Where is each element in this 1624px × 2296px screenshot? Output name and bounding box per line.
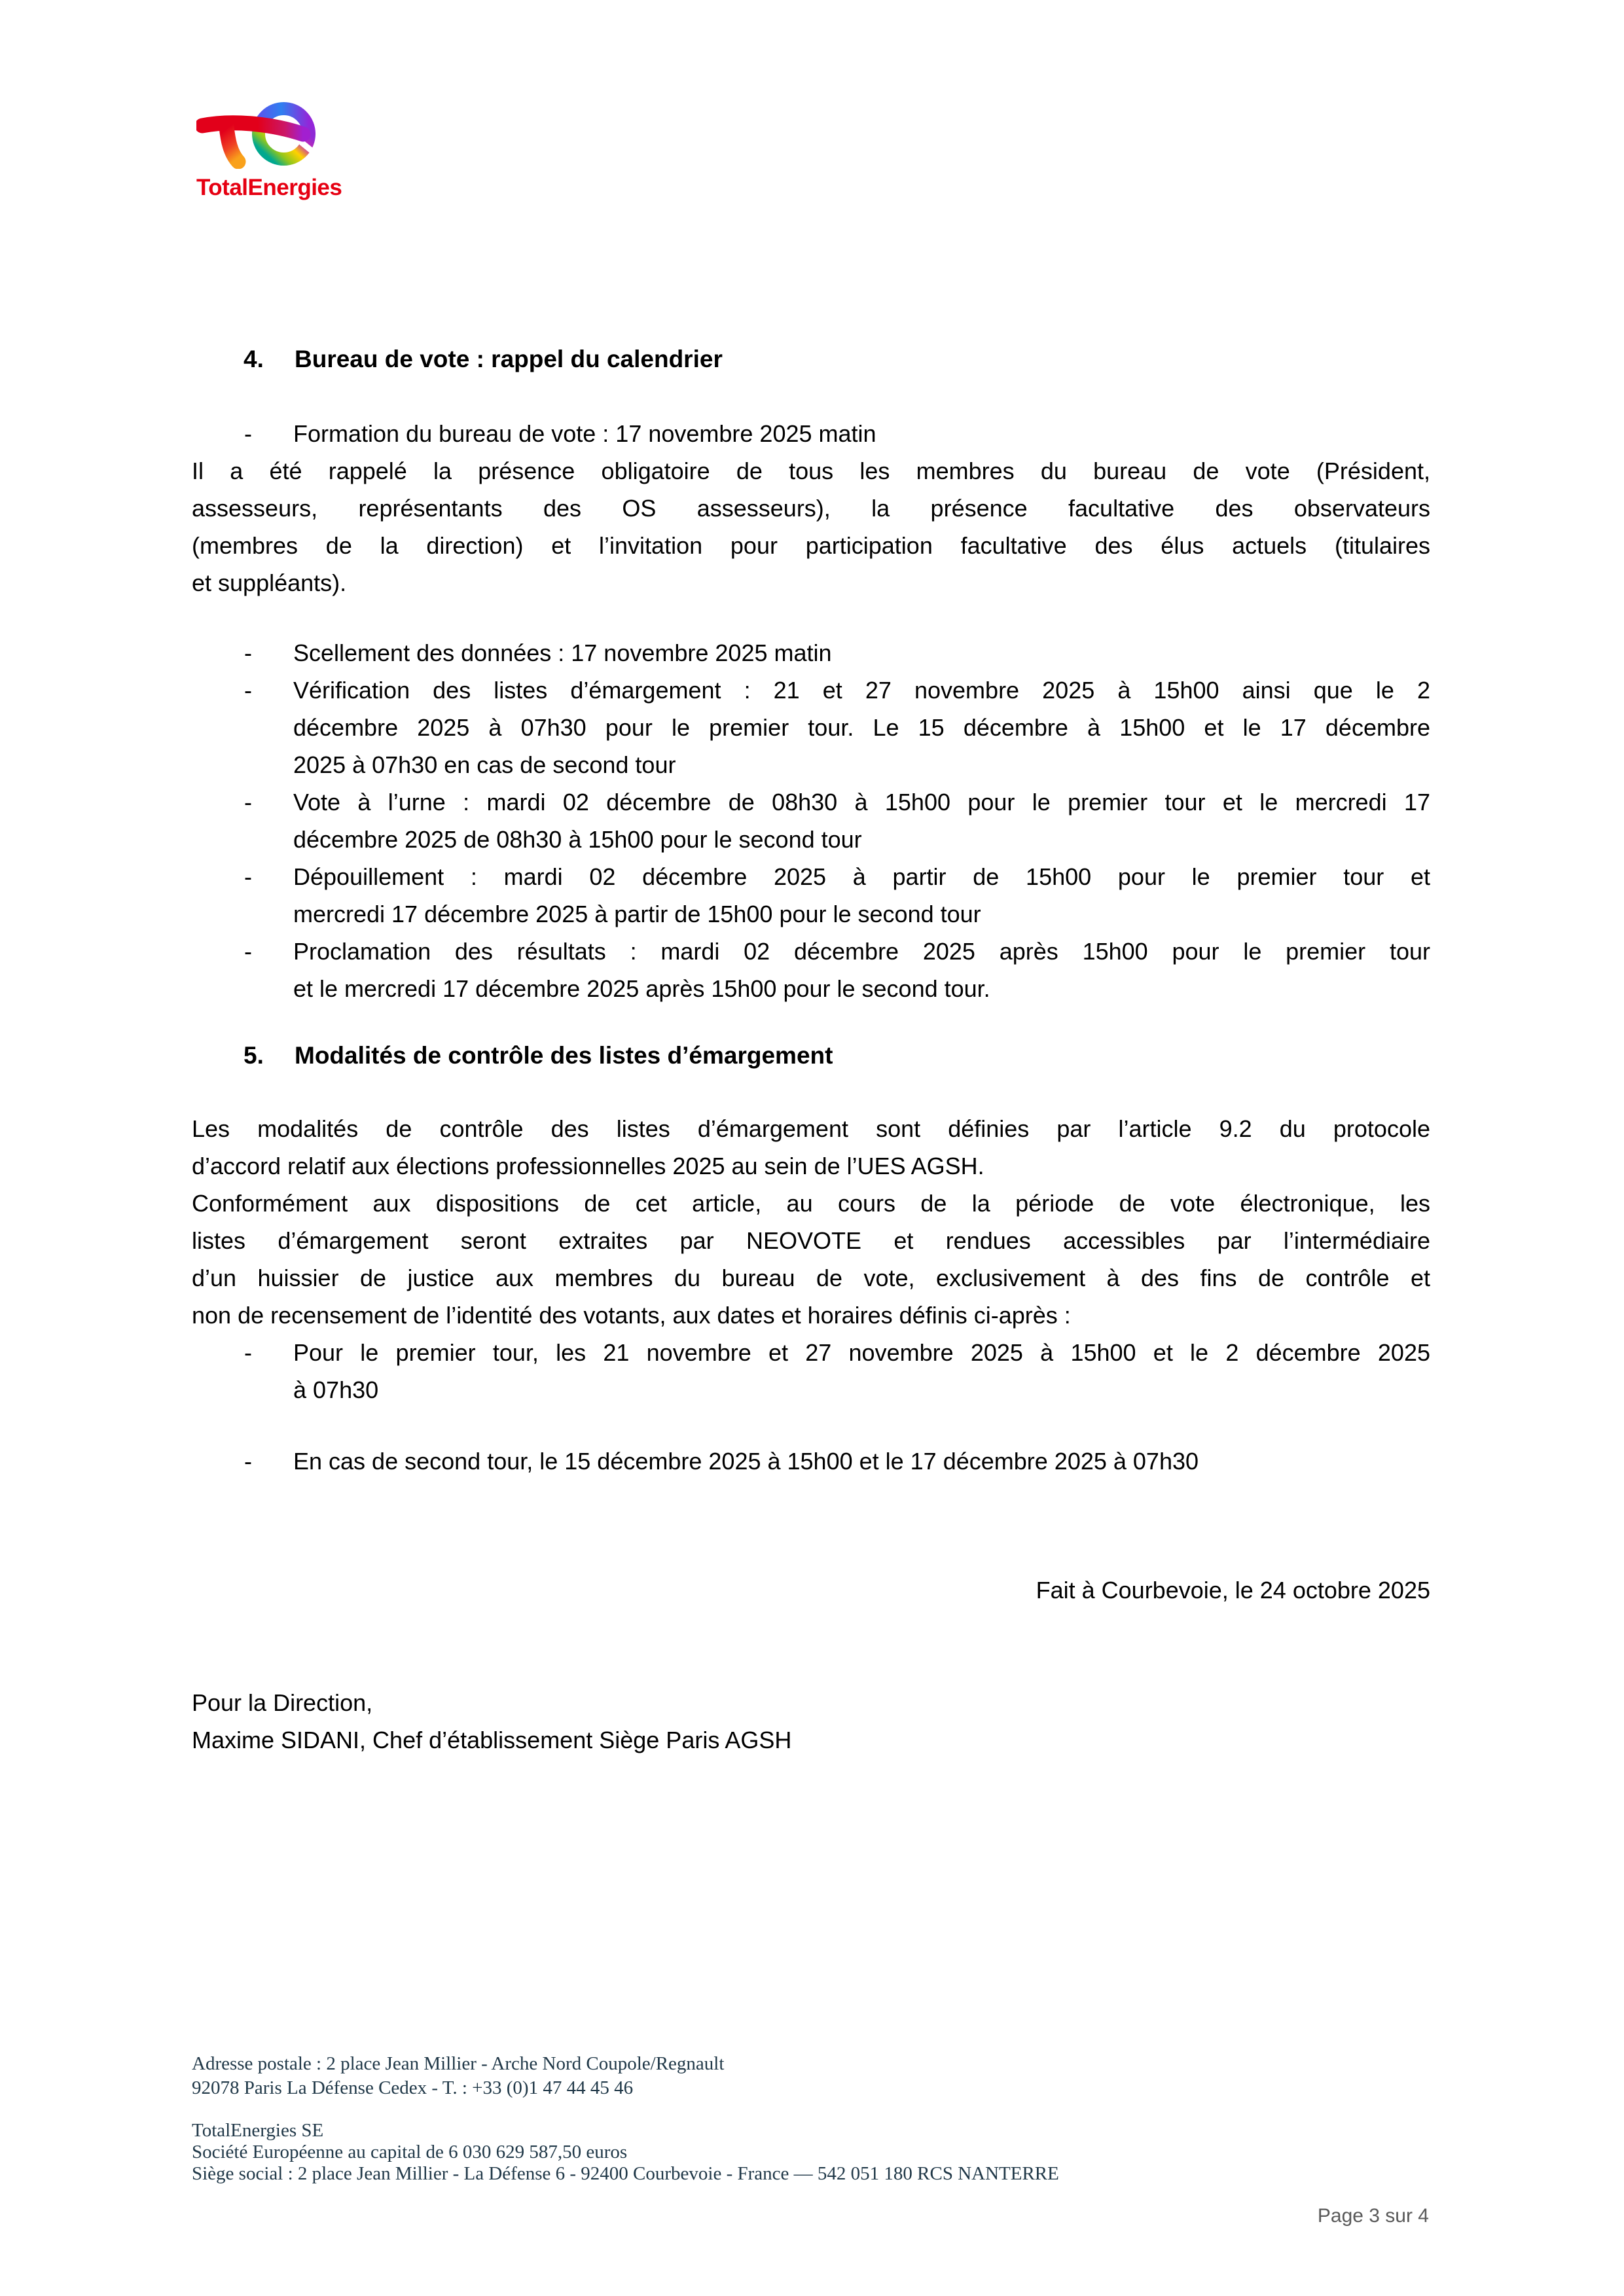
- text-line: Conformément aux dispositions de cet article, au cours de la période de vote électronique, les: [192, 1190, 1430, 1217]
- text-line: à 07h30: [293, 1376, 379, 1403]
- text-line: Les modalités de contrôle des listes d’émargement sont définies par l’article 9.2 du protocole: [192, 1115, 1430, 1142]
- text-line: 2025 à 07h30 en cas de second tour: [293, 751, 676, 778]
- text-line: Siège social : 2 place Jean Millier - La Défense 6 - 92400 Courbevoie - France — 542 051 180 RCS NANTERRE: [192, 2163, 1059, 2184]
- text-line: d’un huissier de justice aux membres du bureau de vote, exclusivement à des fins de contrôle et: [192, 1265, 1430, 1291]
- bullet-marker: -: [244, 863, 252, 890]
- text-line: Scellement des données : 17 novembre 2025 matin: [293, 639, 832, 666]
- bullet-marker: -: [244, 1448, 252, 1475]
- text-line: assesseurs, représentants des OS assesseurs), la présence facultative des observateurs: [192, 495, 1430, 522]
- signature-line-1: Pour la Direction,: [192, 1689, 373, 1716]
- paragraph-rappel: [192, 452, 1430, 601]
- calendar-list: [192, 634, 1430, 1007]
- heading-number: 4.: [244, 346, 264, 372]
- list-item: [192, 1334, 1430, 1408]
- text-line: TotalEnergies SE: [192, 2120, 324, 2141]
- bullet-marker: -: [244, 639, 252, 666]
- totalenergies-wordmark: TotalEnergies: [196, 175, 342, 200]
- text-line: décembre 2025 de 08h30 à 15h00 pour le second tour: [293, 826, 862, 853]
- list-item: [192, 672, 1430, 783]
- text-line: d’accord relatif aux élections professionnelles 2025 au sein de l’UES AGSH.: [192, 1153, 984, 1179]
- heading-text: Bureau de vote : rappel du calendrier: [295, 346, 723, 372]
- bullet-marker: -: [244, 420, 252, 447]
- list-item-text: [293, 933, 1430, 1007]
- bullet-marker: -: [244, 938, 252, 965]
- text-line: (membres de la direction) et l’invitation pour participation facultative des élus actuels (titulaires: [192, 532, 1430, 559]
- text-line: Proclamation des résultats : mardi 02 décembre 2025 après 15h00 pour le premier tour: [293, 938, 1430, 965]
- control-list: [192, 1334, 1430, 1480]
- document-content: [192, 0, 1430, 2185]
- text-line: mercredi 17 décembre 2025 à partir de 15h00 pour le second tour: [293, 901, 981, 927]
- heading-number: 5.: [244, 1042, 264, 1069]
- text-line: et le mercredi 17 décembre 2025 après 15h00 pour le second tour.: [293, 975, 990, 1002]
- bullet-marker: -: [244, 1339, 252, 1366]
- signature-line-2: Maxime SIDANI, Chef d’établissement Siège Paris AGSH: [192, 1727, 792, 1753]
- text-line: et suppléants).: [192, 569, 347, 596]
- list-item: [192, 415, 1430, 452]
- list-item-text: [293, 415, 1430, 452]
- text-line: Vote à l’urne : mardi 02 décembre de 08h30 à 15h00 pour le premier tour et le mercredi 17: [293, 789, 1430, 816]
- dateline: Fait à Courbevoie, le 24 octobre 2025: [1036, 1577, 1430, 1604]
- heading-text: Modalités de contrôle des listes d’émargement: [295, 1042, 833, 1069]
- text-line: 92078 Paris La Défense Cedex - T. : +33 (0)1 47 44 45 46: [192, 2077, 634, 2098]
- document-body: [192, 340, 1430, 1759]
- paragraph-conformement: [192, 1185, 1430, 1334]
- footer-postal-address: [192, 2052, 1430, 2100]
- list-item: [192, 1443, 1430, 1480]
- text-line: Dépouillement : mardi 02 décembre 2025 à partir de 15h00 pour le premier tour et: [293, 863, 1430, 890]
- text-line: Pour le premier tour, les 21 novembre et 27 novembre 2025 à 15h00 et le 2 décembre 2025: [293, 1339, 1430, 1366]
- text-line: En cas de second tour, le 15 décembre 2025 à 15h00 et le 17 décembre 2025 à 07h30: [293, 1448, 1199, 1475]
- text-line: Adresse postale : 2 place Jean Millier - Arche Nord Coupole/Regnault: [192, 2053, 725, 2074]
- section-heading-4: [192, 340, 1430, 378]
- formation-list: [192, 415, 1430, 452]
- text-line: Vérification des listes d’émargement : 21 et 27 novembre 2025 à 15h00 ainsi que le 2: [293, 677, 1430, 704]
- list-item: [192, 634, 1430, 672]
- list-item-text: [293, 858, 1430, 933]
- list-item-text: [293, 672, 1430, 783]
- list-item-text: [293, 634, 1430, 672]
- list-item: [192, 933, 1430, 1007]
- list-item: [192, 783, 1430, 858]
- page-number: Page 3 sur 4: [1317, 2205, 1429, 2227]
- list-item-text: [293, 1334, 1430, 1408]
- paragraph-modalites: [192, 1110, 1430, 1185]
- list-item-text: [293, 783, 1430, 858]
- bullet-marker: -: [244, 677, 252, 704]
- totalenergies-logo: [196, 97, 340, 202]
- text-line: décembre 2025 à 07h30 pour le premier tour. Le 15 décembre à 15h00 et le 17 décembre: [293, 714, 1430, 741]
- totalenergies-logo-icon: [196, 97, 321, 169]
- signature-block: [192, 1684, 1430, 1759]
- text-line: listes d’émargement seront extraites par NEOVOTE et rendues accessibles par l’intermédiaire: [192, 1227, 1430, 1254]
- text-line: Société Européenne au capital de 6 030 629 587,50 euros: [192, 2142, 628, 2162]
- bullet-marker: -: [244, 789, 252, 816]
- text-line: non de recensement de l’identité des votants, aux dates et horaires définis ci-après :: [192, 1302, 1071, 1329]
- list-item-text: [293, 1443, 1430, 1480]
- footer-company-info: [192, 2120, 1430, 2185]
- text-line: Formation du bureau de vote : 17 novembre 2025 matin: [293, 420, 876, 447]
- text-line: Il a été rappelé la présence obligatoire de tous les membres du bureau de vote (Président,: [192, 457, 1430, 484]
- section-heading-5: [192, 1037, 1430, 1074]
- list-item: [192, 858, 1430, 933]
